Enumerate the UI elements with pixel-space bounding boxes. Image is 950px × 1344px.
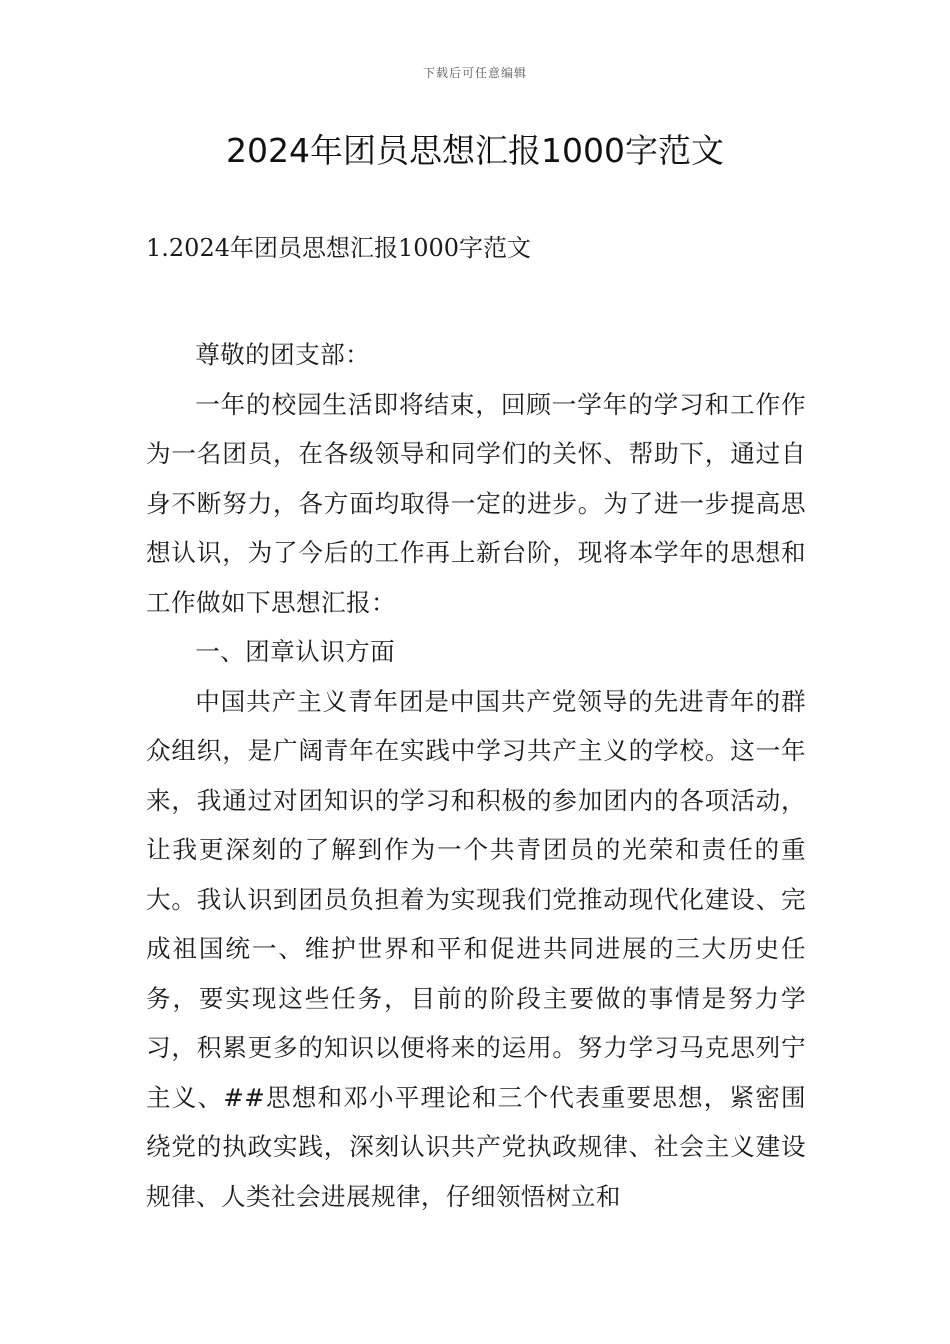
section-heading: 1.2024年团员思想汇报1000字范文 <box>146 234 532 262</box>
paragraph-intro: 一年的校园生活即将结束，回顾一学年的学习和工作作为一名团员，在各级领导和同学们的关怀、帮助下，通过自身不断努力，各方面均取得一定的进步。为了进一步提高思想认识，为了今后的工作再上新台阶，现将本学年的思想和工作做如下思想汇报： <box>146 389 806 617</box>
document-body <box>146 330 806 1221</box>
document-title: 2024年团员思想汇报1000字范文 <box>226 131 724 170</box>
paragraph-charter: 中国共产主义青年团是中国共产党领导的先进青年的群众组织，是广阔青年在实践中学习共产主义的学校。这一年来，我通过对团知识的学习和积极的参加团内的各项活动，让我更深刻的了解到作为一个共青团员的光荣和责任的重大。我认识到团员负担着为实现我们党推动现代化建设、完成祖国统一、维护世界和平和促进共同进展的三大历史任务，要实现这些任务，目前的阶段主要做的事情是努力学习，积累更多的知识以便将来的运用。努力学习马克思列宁主义、##思想和邓小平理论和三个代表重要思想，紧密围绕党的执政实践，深刻认识共产党执政规律、社会主义建设规律、人类社会进展规律，仔细领悟树立和 <box>146 686 806 1211</box>
header-note: 下载后可任意编辑 <box>422 66 527 80</box>
salutation: 尊敬的团支部： <box>195 340 371 369</box>
subheading-charter: 一、团章认识方面 <box>195 637 396 666</box>
